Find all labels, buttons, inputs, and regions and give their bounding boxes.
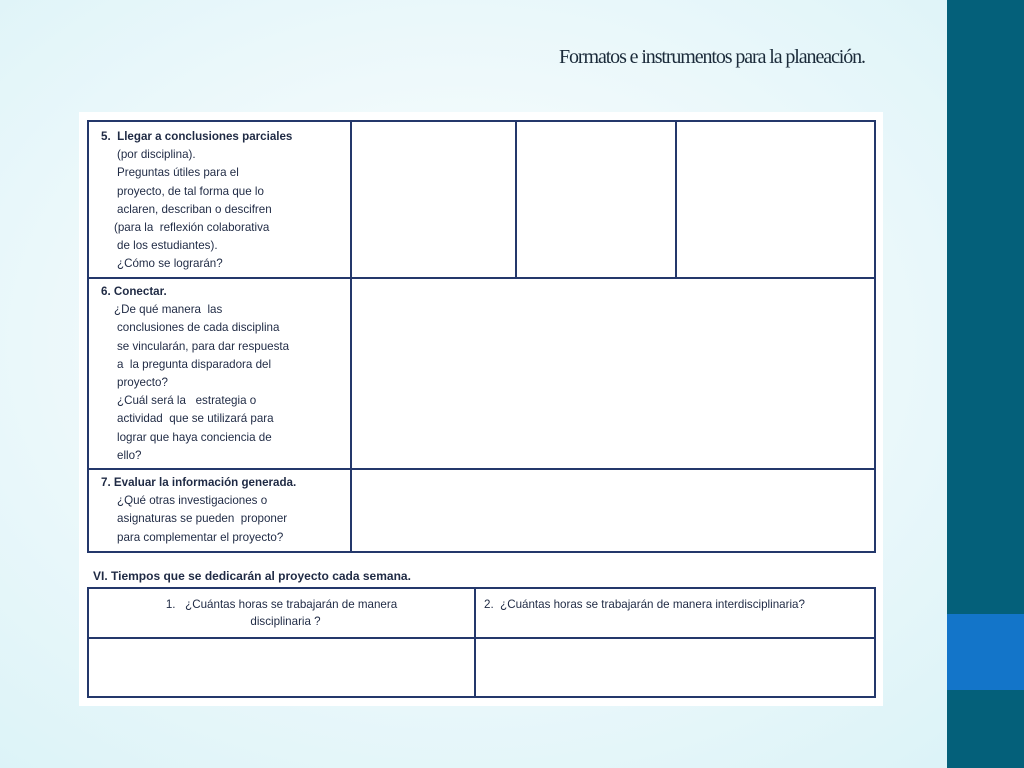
row5-line: (por disciplina). bbox=[117, 148, 196, 162]
row5-title: 5. Llegar a conclusiones parciales bbox=[101, 130, 293, 143]
row5-line: aclaren, describan o descifren bbox=[117, 202, 272, 216]
row5-empty-cell[interactable] bbox=[677, 122, 874, 277]
row6-line: lograr que haya conciencia de bbox=[117, 430, 272, 444]
hours-disciplinary-answer[interactable] bbox=[89, 639, 474, 696]
row7-empty-cell[interactable] bbox=[352, 470, 874, 551]
row5-line: Preguntas útiles para el bbox=[117, 166, 239, 180]
row6-empty-cell[interactable] bbox=[352, 279, 874, 468]
hours-q2-line: 2. ¿Cuántas horas se trabajarán de manera interdisciplinaria? bbox=[484, 598, 805, 611]
document-image bbox=[79, 112, 883, 706]
row5-label-cell bbox=[101, 128, 346, 274]
row7-label-cell bbox=[101, 474, 349, 547]
hours-interdisciplinary-header bbox=[484, 596, 874, 613]
row6-line: actividad que se utilizará para bbox=[117, 412, 274, 426]
row6-line: ¿Cuál será la estrategia o bbox=[117, 394, 257, 408]
row6-line: ¿De qué manera las bbox=[114, 303, 223, 317]
row5-line: proyecto, de tal forma que lo bbox=[117, 184, 264, 198]
hours-q1-line: disciplinaria ? bbox=[250, 615, 321, 628]
row5-line: (para la reflexión colaborativa bbox=[114, 221, 270, 235]
row7-line: ¿Qué otras investigaciones o bbox=[117, 494, 268, 508]
hours-disciplinary-header bbox=[89, 596, 474, 630]
planning-table bbox=[87, 120, 876, 553]
row7-title: 7. Evaluar la información generada. bbox=[101, 476, 297, 489]
row5-empty-cell[interactable] bbox=[352, 122, 515, 277]
row6-line: ello? bbox=[117, 448, 142, 462]
row6-line: conclusiones de cada disciplina bbox=[117, 321, 280, 335]
row5-empty-cell[interactable] bbox=[517, 122, 675, 277]
row6-line: a la pregunta disparadora del bbox=[117, 357, 272, 371]
slide-title: Formatos e instrumentos para la planeación. bbox=[559, 46, 865, 68]
row5-line: ¿Cómo se lograrán? bbox=[117, 257, 223, 271]
hours-interdisciplinary-answer[interactable] bbox=[476, 639, 874, 696]
sidebar-accent-block bbox=[947, 614, 1024, 690]
hours-q1-line: 1. ¿Cuántas horas se trabajarán de manera bbox=[165, 598, 398, 611]
row5-line: de los estudiantes). bbox=[117, 239, 218, 253]
row6-label-cell bbox=[101, 283, 346, 465]
row6-line: se vincularán, para dar respuesta bbox=[117, 339, 290, 353]
row7-line: para complementar el proyecto? bbox=[117, 530, 284, 544]
section-vi-title: VI. Tiempos que se dedicarán al proyecto cada semana. bbox=[93, 569, 411, 583]
hours-table bbox=[87, 587, 876, 698]
row6-line: proyecto? bbox=[117, 376, 168, 390]
row6-title: 6. Conectar. bbox=[101, 285, 167, 298]
row7-line: asignaturas se pueden proponer bbox=[117, 512, 288, 526]
